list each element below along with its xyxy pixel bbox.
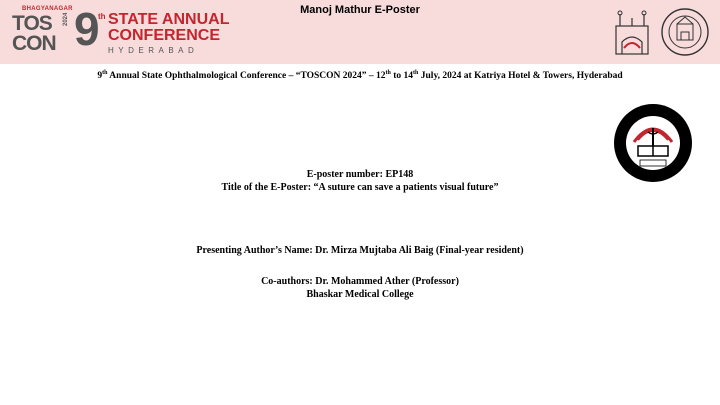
poster-number: E-poster number: EP148 <box>306 169 414 180</box>
conference-city: HYDERABAD <box>108 46 199 55</box>
conference-title-line1: STATE ANNUAL <box>108 11 230 28</box>
institution: Bhaskar Medical College <box>306 289 414 300</box>
charminar-emblem-icon <box>612 8 652 58</box>
toscon-logo-line2: CON <box>12 32 56 55</box>
conference-info-num: 9 <box>97 71 103 82</box>
co-authors: Co-authors: Dr. Mohammed Ather (Professor) <box>261 276 459 287</box>
conference-info-text1: Annual State Ophthalmological Conference – “TOSCON 2024” – 12 <box>107 71 386 82</box>
header-banner <box>0 0 720 64</box>
presenting-author: Presenting Author’s Name: Dr. Mirza Mujtaba Ali Baig (Final-year resident) <box>196 245 524 256</box>
conference-info-sup2: th <box>385 70 391 76</box>
conference-number: 9 <box>74 3 100 55</box>
toscon-logo-subtitle: BHAGYANAGAR <box>22 6 73 12</box>
conference-info-text2: to 14 <box>390 71 414 82</box>
conference-info-sup3: th <box>413 70 419 76</box>
toscon-logo-line1: TOS <box>12 12 52 35</box>
conference-info-sup1: th <box>102 70 108 76</box>
conference-info-line <box>0 70 720 81</box>
conference-ordinal: th <box>98 12 106 21</box>
society-seal-icon <box>660 6 710 58</box>
conference-title-line2: CONFERENCE <box>108 27 221 44</box>
poster-label: Manoj Mathur E-Poster <box>300 4 420 16</box>
conference-info-text3: July, 2024 at Katriya Hotel & Towers, Hyderabad <box>418 71 623 82</box>
toscon-logo-year: 2024 <box>63 12 69 26</box>
poster-title: Title of the E-Poster: “A suture can save a patients visual future” <box>221 182 499 193</box>
